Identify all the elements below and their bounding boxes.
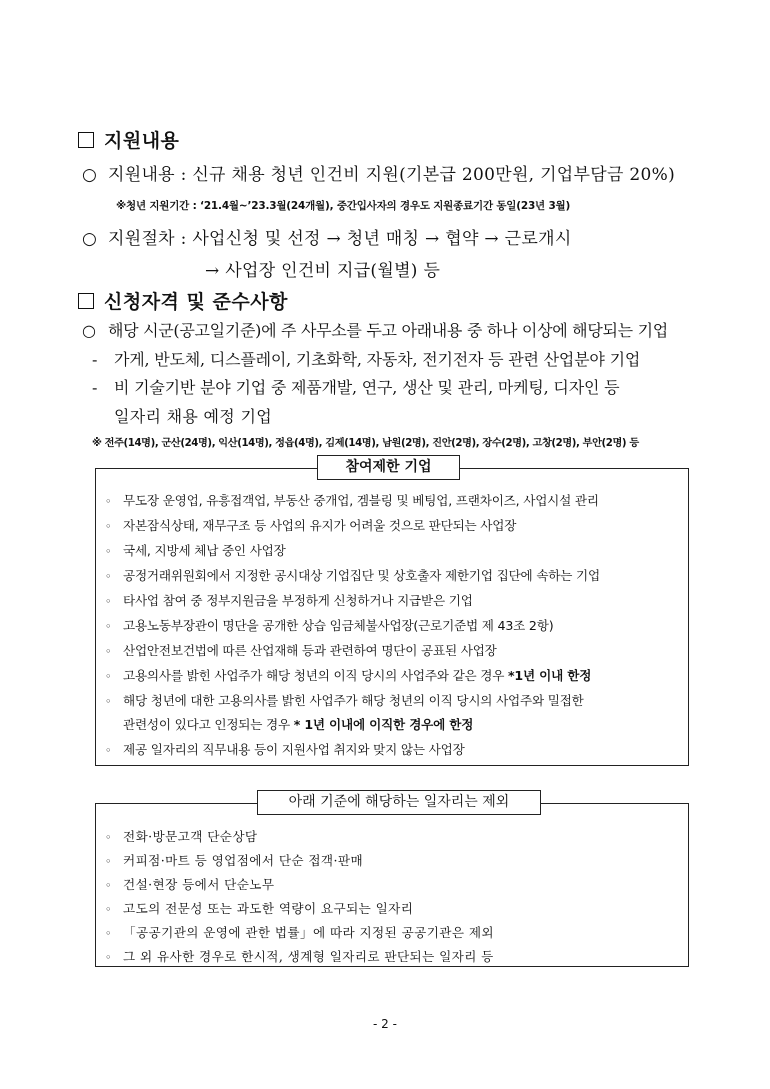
circle-bullet-icon: ○ (82, 321, 96, 340)
support-procedure-line2: → 사업장 인건비 지급(월별) 등 (205, 261, 441, 281)
support-procedure-line1: ○ 지원절차 : 사업신청 및 선정 → 청년 매칭 → 협약 → 근로개시 (82, 229, 572, 249)
restricted-item: ◦ 고용노동부장관이 명단을 공개한 상습 임금체불사업장(근로기준법 제 43조 2항) (105, 618, 554, 633)
restricted-item: ◦ 타사업 참여 중 정부지원금을 부정하게 신청하거나 지급받은 기업 (105, 593, 473, 608)
restricted-item: ◦ 고용의사를 밝힌 사업주가 해당 청년의 이직 당시의 사업주와 같은 경우 *1년 이내 한정 (105, 668, 592, 683)
support-content-line: ○ 지원내용 : 신규 채용 청년 인건비 지원(기본급 200만원, 기업부담금 20%) (82, 165, 676, 185)
circle-bullet-icon: ○ (82, 229, 98, 249)
checkbox-square-icon (78, 293, 94, 309)
excluded-item: ◦ 커피점·마트 등 영업점에서 단순 접객·판매 (105, 853, 364, 868)
support-heading: 지원내용 (78, 126, 179, 153)
eligibility-dash-line1: - 가게, 반도체, 디스플레이, 기초화학, 자동차, 전기전자 등 관련 산업분야 기업 (92, 350, 641, 369)
excluded-item: ◦ 건설·현장 등에서 단순노무 (105, 877, 275, 892)
eligibility-main-line: ○ 해당 시군(공고일기준)에 주 사무소를 두고 아래내용 중 하나 이상에 해당되는 기업 (82, 321, 668, 340)
eligibility-dash-line2-cont: 일자리 채용 예정 기업 (114, 407, 272, 426)
restricted-item: ◦ 공정거래위원회에서 지정한 공시대상 기업집단 및 상호출자 제한기업 집단에 속하는 기업 (105, 568, 600, 583)
excluded-box-title: 아래 기준에 해당하는 일자리는 제외 (257, 790, 541, 815)
eligibility-heading: 신청자격 및 준수사항 (78, 287, 288, 314)
excluded-item: ◦ 전화·방문고객 단순상담 (105, 829, 258, 844)
excluded-item: ◦ 「공공기관의 운영에 관한 법률」에 따라 지정된 공공기관은 제외 (105, 925, 494, 940)
restricted-item: ◦ 국세, 지방세 체납 중인 사업장 (105, 543, 286, 558)
restricted-item: ◦ 산업안전보건법에 따른 산업재해 등과 관련하여 명단이 공표된 사업장 (105, 643, 497, 658)
restricted-item-cont: 관련성이 있다고 인정되는 경우 * 1년 이내에 이직한 경우에 한정 (123, 717, 474, 732)
excluded-item: ◦ 그 외 유사한 경우로 한시적, 생계형 일자리로 판단되는 일자리 등 (105, 949, 494, 964)
circle-bullet-icon: ○ (82, 165, 98, 185)
restricted-item: ◦ 해당 청년에 대한 고용의사를 밝힌 사업주가 해당 청년의 이직 당시의 사업주와 밀접한 (105, 693, 584, 708)
restricted-item: ◦ 제공 일자리의 직무내용 등이 지원사업 취지와 맞지 않는 사업장 (105, 742, 465, 757)
excluded-item: ◦ 고도의 전문성 또는 과도한 역량이 요구되는 일자리 (105, 901, 414, 916)
restricted-item: ◦ 무도장 운영업, 유흥접객업, 부동산 중개업, 겜블링 및 베팅업, 프랜차이즈, 사업시설 관리 (105, 493, 599, 508)
eligibility-dash-line2: - 비 기술기반 분야 기업 중 제품개발, 연구, 생산 및 관리, 마케팅, 디자인 등 (92, 378, 620, 397)
restricted-item: ◦ 자본잠식상태, 재무구조 등 사업의 유지가 어려울 것으로 판단되는 사업장 (105, 518, 517, 533)
checkbox-square-icon (78, 132, 94, 148)
quota-note: ※ 전주(14명), 군산(24명), 익산(14명), 정읍(4명), 김제(14명), 남원(2명), 진안(2명), 장수(2명), 고창(2명), 부안(2명) 등 (92, 438, 639, 449)
restricted-box-title: 참여제한 기업 (317, 455, 460, 480)
page-number: - 2 - (373, 1017, 397, 1031)
support-period-note: ※청년 지원기간 : ‘21.4월~’23.3월(24개월), 중간입사자의 경우도 지원종료기간 동일(23년 3월) (116, 200, 571, 212)
